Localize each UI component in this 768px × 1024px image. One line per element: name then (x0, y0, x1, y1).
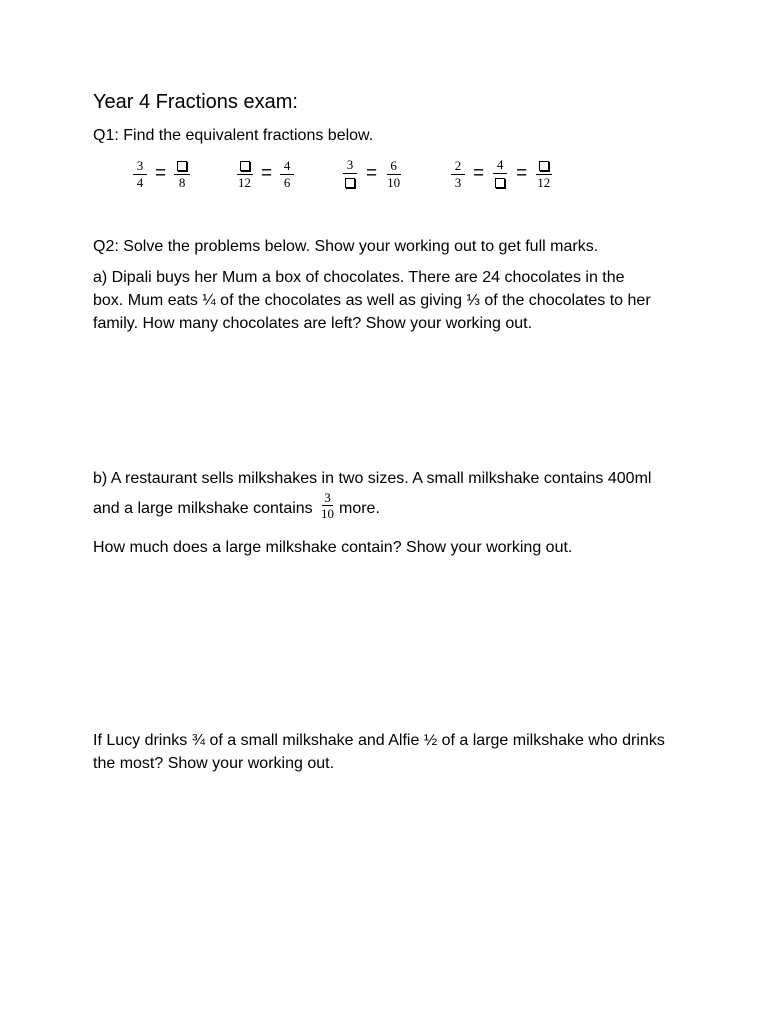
numerator: 3 (343, 158, 357, 174)
equals-sign: = (473, 163, 485, 184)
denominator: 4 (136, 174, 144, 190)
fraction (133, 159, 147, 190)
fraction (342, 158, 358, 190)
q2-part-a-line: a) Dipali buys her Mum a box of chocolates. There are 24 chocolates in the (93, 269, 625, 286)
answer-box-icon (240, 161, 250, 171)
denominator-answer-box[interactable] (492, 174, 508, 190)
denominator: 3 (454, 174, 462, 190)
fraction (174, 158, 190, 190)
q1-prompt: Q1: Find the equivalent fractions below. (93, 127, 374, 144)
q2-part-b-fraction (319, 491, 336, 520)
numerator-answer-box[interactable] (174, 158, 190, 175)
answer-box-icon (495, 178, 505, 188)
fraction (451, 159, 465, 190)
denominator: 10 (321, 506, 334, 521)
fraction (492, 158, 508, 190)
answer-box-icon (345, 178, 355, 188)
numerator: 2 (451, 159, 465, 175)
equals-sign: = (261, 163, 273, 184)
exam-title: Year 4 Fractions exam: (93, 91, 298, 113)
q2-part-b-line-2-end: more. (339, 500, 380, 517)
fraction (385, 159, 402, 190)
q2-part-a-line: family. How many chocolates are left? Show your working out. (93, 315, 533, 332)
q2-part-a-line: box. Mum eats ¼ of the chocolates as well as giving ⅓ of the chocolates to her (93, 292, 651, 309)
q2-part-c-line: the most? Show your working out. (93, 755, 335, 772)
numerator-answer-box[interactable] (536, 158, 552, 175)
numerator: 4 (493, 158, 507, 174)
answer-box-icon (177, 161, 187, 171)
denominator-answer-box[interactable] (342, 174, 358, 190)
denominator: 10 (387, 174, 401, 190)
q2-part-b-line-2-start: and a large milkshake contains (93, 500, 313, 517)
denominator: 6 (283, 174, 291, 190)
equals-sign: = (155, 163, 167, 184)
denominator: 8 (178, 175, 186, 190)
denominator: 12 (537, 175, 551, 190)
equals-sign: = (516, 163, 528, 184)
equals-sign: = (366, 163, 378, 184)
denominator: 12 (238, 175, 251, 190)
q2-part-b-question: How much does a large milkshake contain? Show your working out. (93, 539, 573, 556)
q2-prompt: Q2: Solve the problems below. Show your working out to get full marks. (93, 238, 599, 255)
answer-box-icon (539, 161, 549, 171)
q1-equation-2 (234, 156, 296, 192)
fraction (280, 159, 294, 190)
numerator: 4 (280, 159, 294, 175)
numerator: 3 (133, 159, 147, 175)
numerator: 6 (387, 159, 401, 175)
q1-equation-3 (340, 156, 404, 192)
numerator: 3 (324, 490, 331, 505)
q1-equation-1 (131, 156, 192, 192)
q2-part-b-line-1: b) A restaurant sells milkshakes in two sizes. A small milkshake contains 400ml (93, 470, 652, 487)
q1-equation-4 (449, 156, 554, 192)
fraction (236, 158, 253, 190)
q2-part-a (93, 266, 651, 335)
q2-part-c (93, 729, 665, 775)
q2-part-c-line: If Lucy drinks ¾ of a small milkshake and Alfie ½ of a large milkshake who drinks (93, 732, 665, 749)
numerator-answer-box[interactable] (237, 158, 253, 175)
fraction (535, 158, 552, 190)
